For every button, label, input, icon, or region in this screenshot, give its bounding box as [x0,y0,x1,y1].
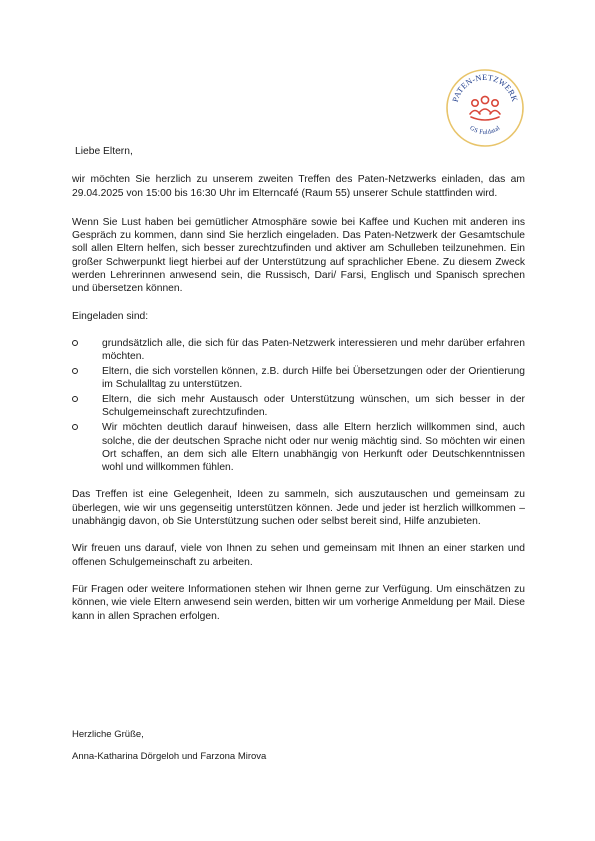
list-item [72,337,525,364]
list-item-text: Wir möchten deutlich darauf hinweisen, dass alle Eltern herzlich willkommen sind, auch solche, die der deutschen Sprache nicht oder nur wenig mächtig sind. So möchten wir einen Ort schaffen, an dem sich alle Eltern unabhängig von Herkunft oder Deutschkenntnissen wohl und willkommen fühlen. [102,422,525,474]
closing-phrase: Herzliche Grüße, [72,729,144,740]
logo-top-text: PATEN-NETZWERK [450,72,520,104]
letter-body [72,145,525,637]
intro-paragraph: wir möchten Sie herzlich zu unserem zweiten Treffen des Paten-Netzwerks einladen, das am 29.04.2025 von 15:00 bis 16:30 Uhr im Elterncafé (Raum 55) unserer Schule stattfinden wird. [72,174,525,199]
logo-bottom-text: GS Fuldatal [468,124,502,137]
invited-list [72,337,525,474]
list-item-text: grundsätzlich alle, die sich für das Paten-Netzwerk interessieren und mehr darüber erfahren möchten. [102,337,525,363]
bullet-circle-icon [72,340,78,346]
atmosphere-paragraph: Wenn Sie Lust haben bei gemütlicher Atmosphäre sowie bei Kaffee und Kuchen mit anderen ins Gespräch zu kommen, dann sind Sie herzlich eingeladen. Das Paten-Netzwerk der Gesamtschule soll allen Eltern helfen, sich besser zurechtzufinden und aktiver am Schulleben teilzunehmen. Ein großer Schwerpunkt liegt hierbei auf der Unterstützung auf sprachlicher Ebene. Zu diesem Zweck werden Lehrerinnen anwesend sein, die Russisch, Dari/ Farsi, Englisch und Spanisch sprechen und übersetzen können. [72,216,525,295]
looking-forward-paragraph: Wir freuen uns darauf, viele von Ihnen zu sehen und gemeinsam mit Ihnen an einer starken und offenen Schulgemeinschaft zu arbeiten. [72,543,525,568]
bullet-circle-icon [72,368,78,374]
list-item [72,421,525,474]
list-item-text: Eltern, die sich mehr Austausch oder Unterstützung wünschen, um sich besser in der Schulgemeinschaft zurechtzufinden. [102,394,525,419]
list-item [72,365,525,392]
invited-heading: Eingeladen sind: [72,310,149,322]
list-item-text: Eltern, die sich vorstellen können, z.B. durch Hilfe bei Übersetzungen oder der Orientierung im Schulalltag zu unterstützen. [102,366,525,391]
greeting: Liebe Eltern, [75,146,133,157]
contact-paragraph: Für Fragen oder weitere Informationen stehen wir Ihnen gerne zur Verfügung. Um einschätzen zu können, wie viele Eltern anwesend sein werden, bitten wir um vorherige Anmeldung per Mail. Diese kann in allen Sprachen erfolgen. [72,583,525,622]
signature-names: Anna-Katharina Dörgeloh und Farzona Mirova [72,751,267,762]
bullet-circle-icon [72,424,78,430]
bullet-circle-icon [72,396,78,402]
list-item [72,393,525,420]
meeting-purpose-paragraph: Das Treffen ist eine Gelegenheit, Ideen zu sammeln, sich auszutauschen und gemeinsam zu überlegen, wie wir uns gegenseitig unterstützen können. Jede und jeder ist herzlich willkommen – unabhängig davon, ob Sie Unterstützung suchen oder selbst bereit sind, Hilfe anzubieten. [72,489,525,528]
paten-netzwerk-logo [445,68,525,148]
